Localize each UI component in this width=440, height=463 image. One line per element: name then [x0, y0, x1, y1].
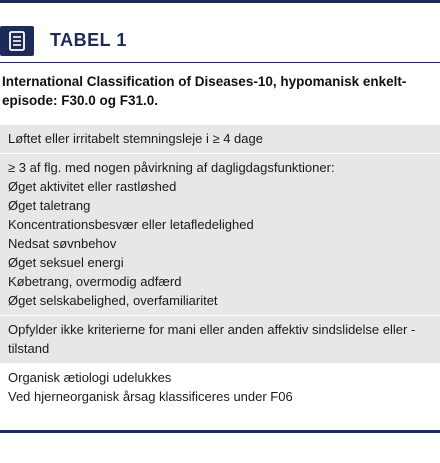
- row-text: Organisk ætiologi udelukkes: [8, 370, 172, 385]
- table-row: [0, 315, 440, 363]
- row-text: Koncentrationsbesvær eller letafledelighed: [8, 217, 254, 232]
- row-text: Øget taletrang: [8, 198, 91, 213]
- row-text: Ved hjerneorganisk årsag klassificeres under F06: [8, 389, 293, 404]
- criteria-table: [0, 125, 440, 411]
- row-text: Øget aktivitet eller rastløshed: [8, 179, 177, 194]
- table-caption: International Classification of Diseases-10, hypomanisk enkelt-episode: F30.0 og F31.0.: [2, 74, 407, 108]
- table-row: [0, 153, 440, 315]
- row-text: Løftet eller irritabelt stemningsleje i ≥ 4 dage: [8, 131, 263, 146]
- row-text: Øget selskabelighed, overfamiliaritet: [8, 293, 218, 308]
- bottom-rule: [0, 430, 440, 433]
- row-text: ≥ 3 af flg. med nogen påvirkning af dagligdagsfunktioner:: [8, 160, 335, 175]
- header-rule: [0, 62, 440, 63]
- row-text: Øget seksuel energi: [8, 255, 124, 270]
- row-text: Købetrang, overmodig adfærd: [8, 274, 182, 289]
- document-list-icon: [0, 26, 34, 56]
- top-rule: [0, 0, 440, 3]
- row-text: Nedsat søvnbehov: [8, 236, 117, 251]
- table-row: [0, 363, 440, 411]
- row-text: Opfylder ikke kriterierne for mani eller anden affektiv sindslidelse eller -tilstand: [8, 322, 416, 356]
- table-header: [0, 26, 440, 56]
- table-title: TABEL 1: [50, 30, 127, 50]
- table-row: [0, 125, 440, 153]
